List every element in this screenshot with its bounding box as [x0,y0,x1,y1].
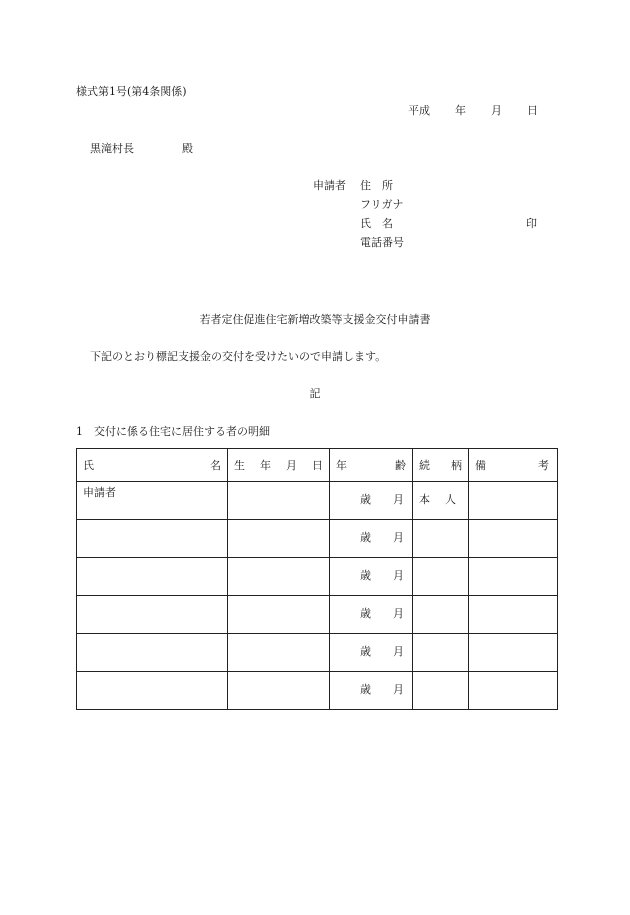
cell-remarks[interactable] [469,596,558,634]
header-birth-1: 生 [234,459,245,472]
table-row [77,596,558,634]
applicant-label: 申請者 [313,179,346,192]
intro-sentence: 下記のとおり標記支援金の交付を受けたいので申請します。 [90,350,387,363]
header-name-1: 氏 [83,459,94,472]
cell-relation[interactable] [413,596,469,634]
cell-relation[interactable] [413,672,469,710]
age-year-unit: 歳 [360,644,371,658]
cell-name[interactable] [77,520,228,558]
table-row [77,482,558,520]
cell-name[interactable] [77,558,228,596]
header-relation-2: 柄 [451,459,462,472]
section1-heading: 1 交付に係る住宅に居住する者の明細 [76,425,270,438]
cell-birthdate[interactable] [228,520,330,558]
age-year-unit: 歳 [360,492,371,506]
header-remarks-2: 考 [538,459,549,472]
table-row [77,558,558,596]
applicant-address-label: 住 所 [360,179,393,192]
header-birth-4: 日 [312,459,323,472]
date-year: 年 [455,104,466,117]
table-row [77,520,558,558]
addressee-honorific: 殿 [182,142,193,155]
age-month-unit: 月 [393,530,404,544]
cell-age[interactable] [330,634,413,672]
cell-name-text: 申請者 [83,486,116,499]
cell-birthdate[interactable] [228,634,330,672]
cell-relation[interactable] [413,558,469,596]
header-name-2: 名 [210,459,221,472]
cell-relation[interactable] [413,520,469,558]
age-month-unit: 月 [393,682,404,696]
cell-relation[interactable] [413,482,469,520]
cell-remarks[interactable] [469,520,558,558]
cell-age[interactable] [330,558,413,596]
cell-name[interactable] [77,482,228,520]
header-birth-2: 年 [260,459,271,472]
form-number: 様式第1号(第4条関係) [76,85,187,98]
header-age-1: 年 [336,459,347,472]
date-era: 平成 [408,104,430,117]
header-relation-1: 続 [419,459,430,472]
applicant-phone-label: 電話番号 [360,236,404,249]
seal-mark: 印 [526,217,537,230]
applicant-name-label: 氏 名 [360,217,393,230]
age-year-unit: 歳 [360,606,371,620]
header-age [330,449,413,482]
date-line [408,104,538,118]
age-year-unit: 歳 [360,568,371,582]
applicant-furigana-label: フリガナ [360,198,404,211]
header-remarks-1: 備 [475,459,486,472]
relation-text-2: 人 [445,492,456,506]
cell-birthdate[interactable] [228,672,330,710]
header-age-2: 齢 [395,459,406,472]
cell-age[interactable] [330,520,413,558]
cell-relation[interactable] [413,634,469,672]
document-title: 若者定住促進住宅新増改築等支援金交付申請書 [199,313,431,326]
date-month: 月 [491,104,502,117]
addressee-name: 黒滝村長 [90,142,134,155]
ki-heading: 記 [309,387,321,400]
cell-remarks[interactable] [469,482,558,520]
header-relation [413,449,469,482]
cell-birthdate[interactable] [228,558,330,596]
table-header-row [77,449,558,482]
cell-age[interactable] [330,482,413,520]
cell-remarks[interactable] [469,634,558,672]
age-month-unit: 月 [393,492,404,506]
residents-table [76,448,558,710]
age-year-unit: 歳 [360,530,371,544]
cell-name[interactable] [77,634,228,672]
cell-name[interactable] [77,596,228,634]
table-row [77,672,558,710]
cell-age[interactable] [330,672,413,710]
relation-text-1: 本 [419,492,430,506]
header-remarks [469,449,558,482]
date-day: 日 [527,104,538,117]
cell-age[interactable] [330,596,413,634]
cell-birthdate[interactable] [228,482,330,520]
age-year-unit: 歳 [360,682,371,696]
header-name [77,449,228,482]
table-row [77,634,558,672]
age-month-unit: 月 [393,568,404,582]
cell-birthdate[interactable] [228,596,330,634]
cell-name[interactable] [77,672,228,710]
cell-remarks[interactable] [469,558,558,596]
age-month-unit: 月 [393,606,404,620]
header-birthdate [228,449,330,482]
header-birth-3: 月 [286,459,297,472]
age-month-unit: 月 [393,644,404,658]
cell-remarks[interactable] [469,672,558,710]
